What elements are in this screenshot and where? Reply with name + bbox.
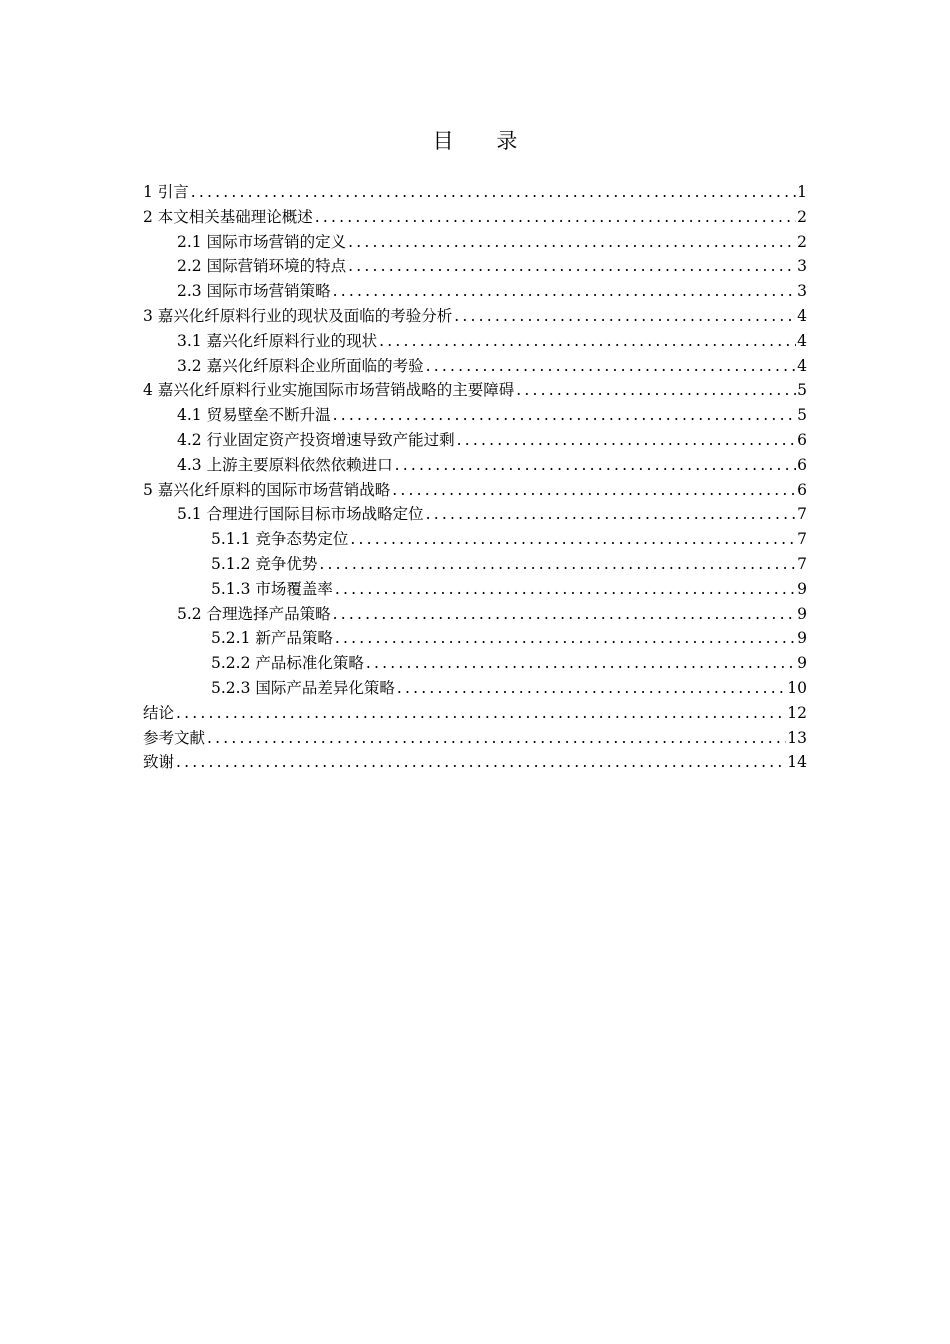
toc-entry-text: 5.2.2 产品标准化策略 — [211, 654, 364, 673]
toc-page-number: 2 — [797, 207, 807, 226]
toc-entry[interactable] — [143, 230, 807, 255]
toc-entry-text: 1 引言 — [143, 183, 189, 201]
toc-entry[interactable] — [143, 651, 807, 676]
toc-entry[interactable] — [143, 602, 807, 627]
toc-dot-leader — [348, 254, 796, 279]
toc-entry-text: 2.1 国际市场营销的定义 — [177, 232, 347, 251]
toc-dot-leader — [366, 651, 796, 676]
toc-dot-leader — [333, 279, 797, 304]
toc-entry-text: 4.3 上游主要原料依然依赖进口 — [177, 455, 393, 474]
toc-page-number: 3 — [797, 257, 807, 276]
toc-dot-leader — [176, 701, 786, 726]
toc-entry[interactable] — [143, 205, 807, 230]
toc-page-number: 7 — [797, 530, 807, 549]
toc-page-number: 9 — [797, 579, 807, 598]
toc-dot-leader — [395, 453, 797, 478]
toc-entry-text: 5.2.3 国际产品差异化策略 — [211, 678, 395, 697]
toc-page-number: 5 — [797, 381, 807, 400]
toc-entry-text: 4.1 贸易壁垒不断升温 — [177, 406, 331, 425]
toc-page-number: 3 — [797, 282, 807, 301]
toc-entry[interactable] — [143, 378, 807, 403]
toc-page-number: 9 — [797, 629, 807, 648]
toc-dot-leader — [335, 626, 796, 651]
toc-entry[interactable] — [143, 254, 807, 279]
toc-entry-text: 2 本文相关基础理论概述 — [143, 207, 313, 226]
toc-page-number: 6 — [797, 480, 807, 499]
toc-page-number: 7 — [797, 505, 807, 524]
toc-entry-text: 5.2.1 新产品策略 — [211, 629, 333, 648]
toc-entry-text: 参考文献 — [143, 728, 206, 747]
toc-entry[interactable] — [143, 354, 807, 379]
toc-entry[interactable] — [143, 502, 807, 527]
toc-entry[interactable] — [143, 676, 807, 701]
toc-entry[interactable] — [143, 726, 807, 751]
toc-dot-leader — [392, 478, 796, 503]
toc-page-number: 4 — [797, 306, 807, 325]
toc-entry-text: 3.1 嘉兴化纤原料行业的现状 — [177, 331, 378, 350]
toc-page-number: 6 — [797, 430, 807, 449]
toc-dot-leader — [397, 676, 786, 701]
toc-dot-leader — [516, 378, 796, 403]
toc-dot-leader — [335, 577, 796, 602]
toc-entry[interactable] — [143, 478, 807, 503]
toc-title: 目 录 — [432, 129, 536, 153]
toc-entry-text: 3 嘉兴化纤原料行业的现状及面临的考验分析 — [143, 306, 453, 325]
toc-entry[interactable] — [143, 626, 807, 651]
toc-entry[interactable] — [143, 180, 807, 205]
toc-page-number: 13 — [787, 728, 807, 747]
toc-entry-text: 2.3 国际市场营销策略 — [177, 282, 331, 301]
toc-entry-text: 3.2 嘉兴化纤原料企业所面临的考验 — [177, 356, 424, 375]
toc-entry-text: 4 嘉兴化纤原料行业实施国际市场营销战略的主要障碍 — [143, 381, 515, 400]
toc-dot-leader — [319, 552, 796, 577]
toc-page-number: 1 — [797, 183, 807, 201]
toc-list — [143, 180, 807, 775]
toc-dot-leader — [315, 205, 796, 230]
toc-dot-leader — [333, 602, 797, 627]
toc-entry[interactable] — [143, 453, 807, 478]
toc-dot-leader — [191, 180, 796, 205]
toc-dot-leader — [348, 230, 796, 255]
toc-entry[interactable] — [143, 428, 807, 453]
toc-entry-text: 5 嘉兴化纤原料的国际市场营销战略 — [143, 480, 391, 499]
toc-entry-text: 5.1.1 竞争态势定位 — [211, 530, 349, 549]
toc-page-number: 4 — [797, 356, 807, 375]
toc-page-number: 9 — [797, 604, 807, 623]
toc-entry[interactable] — [143, 279, 807, 304]
toc-entry[interactable] — [143, 329, 807, 354]
toc-entry[interactable] — [143, 403, 807, 428]
toc-page-number: 14 — [787, 753, 807, 772]
toc-dot-leader — [207, 726, 786, 751]
toc-page-number: 5 — [797, 406, 807, 425]
toc-dot-leader — [454, 304, 796, 329]
toc-entry[interactable] — [143, 552, 807, 577]
toc-dot-leader — [333, 403, 797, 428]
toc-page-number: 4 — [797, 331, 807, 350]
toc-entry[interactable] — [143, 701, 807, 726]
toc-entry-text: 2.2 国际营销环境的特点 — [177, 257, 347, 276]
toc-entry-text: 5.1.3 市场覆盖率 — [211, 579, 333, 598]
toc-entry-text: 5.2 合理选择产品策略 — [177, 604, 331, 623]
toc-dot-leader — [379, 329, 796, 354]
toc-page-number: 6 — [797, 455, 807, 474]
toc-entry-text: 结论 — [143, 703, 175, 722]
toc-entry[interactable] — [143, 527, 807, 552]
toc-entry-text: 致谢 — [143, 753, 175, 772]
toc-entry-text: 5.1.2 竞争优势 — [211, 554, 318, 573]
toc-entry-text: 5.1 合理进行国际目标市场战略定位 — [177, 505, 424, 524]
toc-dot-leader — [176, 750, 786, 775]
toc-dot-leader — [426, 354, 797, 379]
toc-dot-leader — [426, 502, 797, 527]
toc-dot-leader — [457, 428, 797, 453]
toc-entry[interactable] — [143, 750, 807, 775]
toc-page-number: 12 — [787, 703, 807, 722]
toc-dot-leader — [350, 527, 796, 552]
toc-entry-text: 4.2 行业固定资产投资增速导致产能过剩 — [177, 430, 455, 449]
toc-entry[interactable] — [143, 577, 807, 602]
toc-page-number: 10 — [787, 678, 807, 697]
toc-entry[interactable] — [143, 304, 807, 329]
toc-page-number: 2 — [797, 232, 807, 251]
toc-page-number: 9 — [797, 654, 807, 673]
toc-page-number: 7 — [797, 554, 807, 573]
